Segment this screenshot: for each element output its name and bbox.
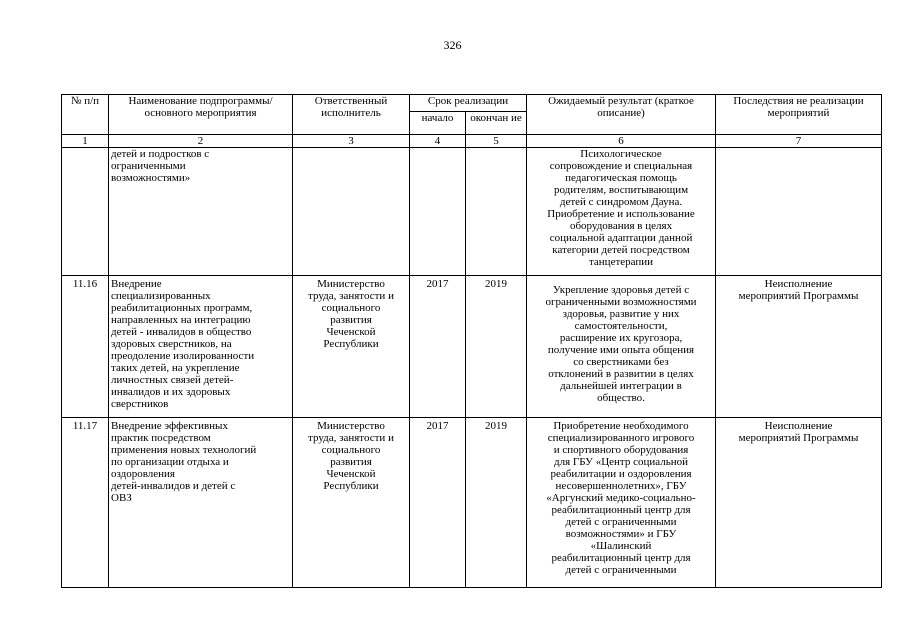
expected-result: Приобретение необходимого специализированного игрового и спортивного оборудования для ГБУ «Центр социальной реабилитации и оздоровления несовершеннолетних», ГБУ «Аргунский медико-социально- реабилитационный центр для детей с ограниченными возможностями» и ГБУ «Шалинский реабилитационный центр для детей с ограниченными: [527, 418, 716, 588]
expected-result: Психологическое сопровождение и специальная педагогическая помощь родителям, воспитывающим детей с синдромом Дауна. Приобретение и использование оборудования в целях социальной адаптации данной категории детей посредством танцетерапии: [527, 148, 716, 276]
row-number: [62, 148, 109, 276]
row-number: 11.17: [62, 418, 109, 588]
column-number: 2: [109, 135, 293, 148]
column-number-row: [62, 135, 882, 148]
column-number: 3: [293, 135, 410, 148]
consequences: Неисполнение мероприятий Программы: [716, 418, 882, 588]
start-year: 2017: [410, 418, 466, 588]
header-period: Срок реализации: [410, 95, 527, 112]
row-number: 11.16: [62, 276, 109, 418]
consequences: [716, 148, 882, 276]
consequences: Неисполнение мероприятий Программы: [716, 276, 882, 418]
activity-name: Внедрение специализированных реабилитационных программ, направленных на интеграцию детей - инвалидов в общество здоровых сверстников, на преодоление изолированности таких детей, на укрепление личностных связей детей- инвалидов и их здоровых сверстников: [109, 276, 293, 418]
table-row: [62, 418, 882, 588]
page-number: 326: [443, 38, 462, 52]
end-year: [466, 148, 527, 276]
header-num: № п/п: [62, 95, 109, 135]
start-year: [410, 148, 466, 276]
responsible-executor: Министерство труда, занятости и социального развития Чеченской Республики: [293, 418, 410, 588]
header-responsible: Ответственный исполнитель: [293, 95, 410, 135]
table-row: [62, 148, 882, 276]
responsible-executor: Министерство труда, занятости и социального развития Чеченской Республики: [293, 276, 410, 418]
responsible-executor: [293, 148, 410, 276]
header-result: Ожидаемый результат (краткое описание): [527, 95, 716, 135]
column-number: 5: [466, 135, 527, 148]
end-year: 2019: [466, 276, 527, 418]
header-start: начало: [410, 112, 466, 135]
activity-name: детей и подростков с ограниченными возможностями»: [109, 148, 293, 276]
header-name: Наименование подпрограммы/ основного мероприятия: [109, 95, 293, 135]
expected-result: Укрепление здоровья детей с ограниченными возможностями здоровья, развитие у них самостоятельности, расширение их кругозора, получение ими опыта общения со сверстниками без отклонений в развитии в целях дальнейшей интеграции в общество.: [527, 276, 716, 418]
program-activities-table: [61, 94, 882, 588]
start-year: 2017: [410, 276, 466, 418]
column-number: 4: [410, 135, 466, 148]
column-number: 6: [527, 135, 716, 148]
column-number: 7: [716, 135, 882, 148]
activity-name: Внедрение эффективных практик посредством применения новых технологий по организации отдыха и оздоровления детей-инвалидов и детей с ОВЗ: [109, 418, 293, 588]
table-row: [62, 276, 882, 418]
header-consequences: Последствия не реализации мероприятий: [716, 95, 882, 135]
header-end: окончан ие: [466, 112, 527, 135]
column-number: 1: [62, 135, 109, 148]
end-year: 2019: [466, 418, 527, 588]
